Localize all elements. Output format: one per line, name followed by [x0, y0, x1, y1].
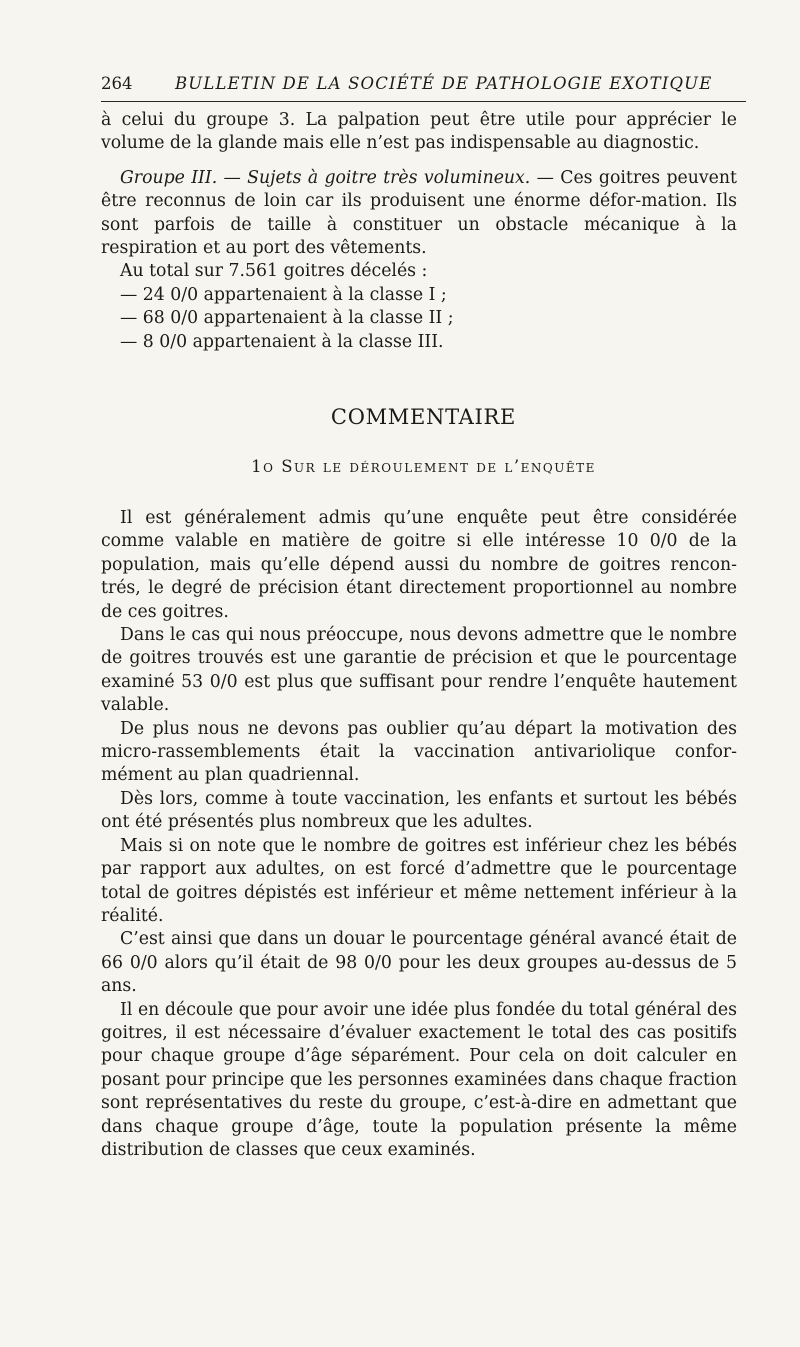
body-paragraph: Dès lors, comme à toute vaccination, les enfants et surtout les bébés ont été présentés plus nombreux que les adultes.	[101, 788, 737, 833]
groupe-iii-label: Groupe III. — Sujets à goitre très volumineux.	[120, 167, 531, 188]
journal-title: BULLETIN DE LA SOCIÉTÉ DE PATHOLOGIE EXOTIQUE	[175, 74, 713, 93]
section-title: COMMENTAIRE	[330, 405, 517, 429]
groupe-iii-text: — Ces goitres peuvent être reconnus de loin car ils produisent une énorme défor-mation. Ils sont parfois de taille à constituer un obstacle mécanique à la respiration et au port des vêtements.	[101, 167, 737, 259]
total-line: Au total sur 7.561 goitres décelés :	[120, 261, 428, 282]
page-number: 264	[101, 74, 133, 93]
class-list-item: — 68 0/0 appartenaient à la classe II ;	[120, 308, 454, 329]
opening-text	[101, 109, 737, 354]
body-paragraph: Il en découle que pour avoir une idée plus fondée du total général des goitres, il est nécessaire d’évaluer exactement le total des cas positifs pour chaque groupe d’âge séparément. Pour cela on doit calculer en posant pour principe que les personnes examinées dans chaque fraction sont représentatives du reste du groupe, c’est-à-dire en admettant que dans chaque groupe d’âge, toute la population présente la même distribution de classes que ceux examinés.	[101, 999, 737, 1160]
commentary-body	[101, 507, 737, 1162]
groupe-iii-paragraph	[101, 167, 737, 261]
body-paragraph: De plus nous ne devons pas oublier qu’au départ la motivation des micro-rassemblements était la vaccination antivariolique confor-mément au plan quadriennal.	[101, 718, 737, 786]
body-paragraph: Dans le cas qui nous préoccupe, nous devons admettre que le nombre de goitres trouvés est une garantie de précision et que le pourcentage examiné 53 0/0 est plus que suffisant pour rendre l’enquête hautement valable.	[101, 625, 737, 716]
body-paragraph: C’est ainsi que dans un douar le pourcentage général avancé était de 66 0/0 alors qu’il était de 98 0/0 pour les deux groupes au-dessus de 5 ans.	[101, 929, 737, 997]
header-rule	[101, 101, 746, 102]
body-paragraph: Il est généralement admis qu’une enquête peut être considérée comme valable en matière de goitre si elle intéresse 10 0/0 de la population, mais qu’elle dépend aussi du nombre de goitres rencon-trés, le degré de précision étant directement proportionnel au nombre de ces goitres.	[101, 508, 737, 622]
subsection-title: 1o Sur le déroulement de l’enquête	[251, 457, 596, 476]
running-head	[101, 72, 746, 96]
continued-paragraph: à celui du groupe 3. La palpation peut être utile pour apprécier le volume de la glande mais elle n’est pas indispensable au diagnostic.	[101, 110, 737, 154]
class-list-item: — 8 0/0 appartenaient à la classe III.	[120, 331, 444, 352]
class-list-item: — 24 0/0 appartenaient à la classe I ;	[120, 284, 447, 305]
body-paragraph: Mais si on note que le nombre de goitres est inférieur chez les bébés par rapport aux adultes, on est forcé d’admettre que le pourcentage total de goitres dépistés est inférieur et même nettement inférieur à la réalité.	[101, 835, 737, 926]
